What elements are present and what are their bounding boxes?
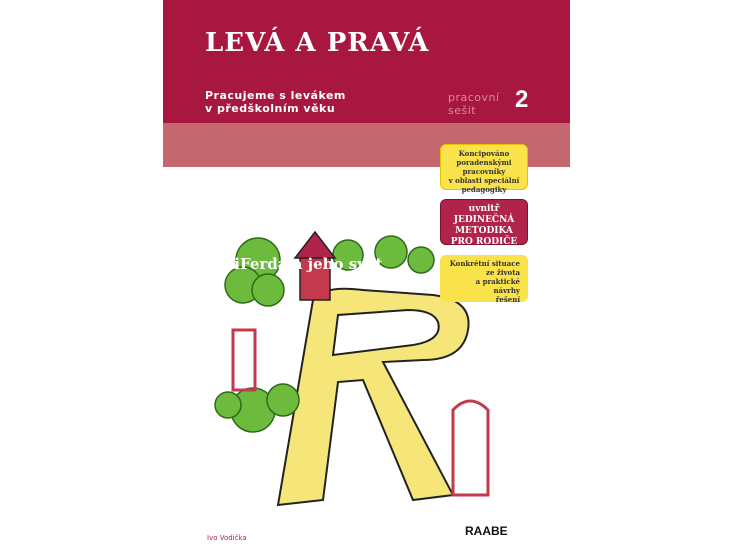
badge-line: uvnitř	[468, 204, 500, 214]
series-title: KuliFerda a jeho svět	[205, 255, 383, 273]
subtitle-line: Pracujeme s levákem	[205, 89, 346, 102]
author-name: Ivo Vodička	[207, 534, 247, 542]
badge-line: poradenskými	[456, 158, 512, 167]
badge-line: METODIKA	[455, 226, 513, 236]
badge-situations	[440, 255, 528, 302]
book-subtitle	[205, 89, 346, 115]
book-title: LEVÁ A PRAVÁ	[205, 28, 430, 58]
volume-number: 2	[515, 86, 529, 113]
badge-method	[440, 199, 528, 245]
badge-line: a praktické	[475, 277, 520, 286]
workbook-line: pracovní	[448, 91, 500, 104]
swing	[233, 330, 255, 390]
badge-line: PRO RODIČE	[450, 237, 518, 247]
subtitle-line: v předškolním věku	[205, 102, 336, 115]
workbook-line: sešit	[448, 104, 477, 117]
badge-line: ze života	[485, 268, 520, 277]
badge-line: pracovníky	[462, 167, 506, 176]
phone-booth	[453, 401, 488, 495]
badge-line: řešení	[495, 295, 520, 304]
title-band	[163, 0, 570, 123]
workbook-label	[448, 91, 500, 117]
book-cover	[163, 0, 570, 550]
badge-line: Koncipováno	[458, 149, 510, 158]
badge-line: Konkrétní situace	[449, 259, 520, 268]
badge-line: návrhy	[493, 286, 520, 295]
badge-line: v oblasti speciální	[448, 176, 520, 185]
badge-consulted	[440, 144, 528, 194]
publisher-logo: RAABE	[465, 524, 508, 538]
badge-line: pedagogiky	[461, 185, 507, 194]
yellow-path	[278, 289, 469, 505]
badge-line: JEDINEČNÁ	[453, 215, 515, 225]
